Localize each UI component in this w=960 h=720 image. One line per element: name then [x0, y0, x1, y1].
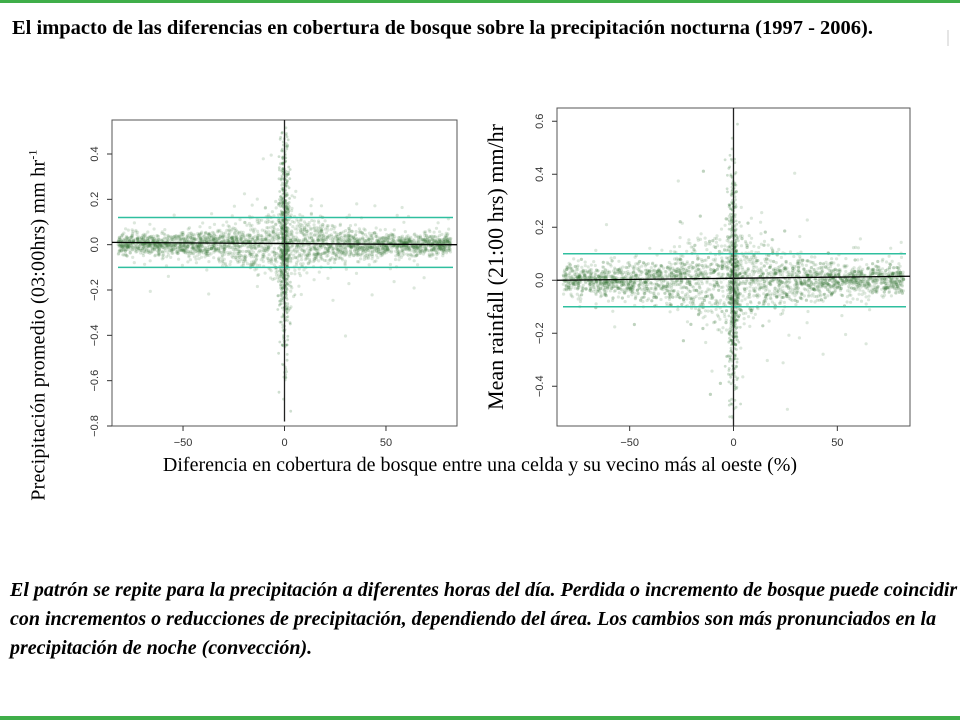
right-data-point [592, 260, 595, 263]
left-y-tick-label: −0.6 [89, 369, 101, 392]
right-data-point [681, 291, 684, 294]
right-data-point [760, 211, 763, 214]
right-data-point [767, 244, 770, 247]
right-data-point [822, 353, 825, 356]
right-data-point [576, 268, 579, 271]
right-data-point [770, 292, 773, 295]
left-x-tick-label: 0 [281, 437, 288, 449]
right-data-point [798, 255, 801, 258]
right-data-point [562, 293, 565, 296]
right-data-point [740, 206, 743, 209]
right-data-point [740, 244, 743, 247]
right-data-point [867, 295, 870, 298]
right-data-point [782, 361, 785, 364]
right-data-point [750, 250, 753, 253]
right-data-point [798, 235, 801, 238]
right-data-point [754, 313, 757, 316]
right-data-point [865, 295, 868, 298]
right-data-point [865, 263, 868, 266]
right-data-point [826, 294, 829, 297]
right-data-point [865, 342, 868, 345]
right-data-point [610, 257, 613, 260]
right-data-point [806, 218, 809, 221]
right-data-point [705, 323, 708, 326]
right-data-point [865, 302, 868, 305]
right-data-point [594, 249, 597, 252]
right-data-point [572, 257, 575, 260]
left-y-tick-label: 0.4 [89, 146, 101, 162]
left-y-tick-label: 0.0 [89, 237, 101, 253]
right-data-point [676, 308, 679, 311]
right-data-point [595, 302, 598, 305]
right-data-point [891, 260, 894, 263]
right-data-point [650, 266, 653, 269]
right-data-point [624, 266, 627, 269]
right-data-point [722, 295, 725, 298]
right-data-point [744, 298, 747, 301]
left-y-tick-label: −0.8 [89, 415, 101, 437]
right-data-point [601, 265, 604, 268]
right-data-point [803, 294, 806, 297]
left-y-tick-label: 0.2 [89, 191, 101, 207]
right-data-point [719, 299, 722, 302]
right-data-point [858, 293, 861, 296]
left-x-tick-label: −50 [173, 437, 193, 449]
right-data-point [888, 255, 891, 258]
right-data-point [705, 281, 708, 284]
right-data-point [723, 301, 726, 304]
right-data-point [740, 299, 743, 302]
right-data-point [743, 317, 746, 320]
right-data-point [846, 300, 849, 303]
right-data-point [844, 257, 847, 260]
right-data-point [851, 297, 854, 300]
right-data-point [830, 257, 833, 260]
right-data-point [613, 325, 616, 328]
right-data-point [858, 266, 861, 269]
right-data-point [708, 301, 711, 304]
right-data-point [768, 320, 771, 323]
right-data-point [569, 293, 572, 296]
right-data-point [582, 284, 585, 287]
right-data-point [748, 234, 751, 237]
right-data-point [624, 300, 627, 303]
right-data-point [757, 246, 760, 249]
right-data-point [900, 241, 903, 244]
right-data-point [743, 322, 746, 325]
right-data-point [699, 238, 702, 241]
right-data-point [860, 300, 863, 303]
slide-title: El impacto de las diferencias en cobertura de bosque sobre la precipitación nocturna (1997 - 2006). [12, 17, 873, 39]
right-data-point [885, 260, 888, 263]
left-y-tick-label: −0.4 [89, 324, 101, 347]
left-x-tick-label: 50 [379, 437, 393, 449]
right-data-point [628, 264, 631, 267]
right-data-point [723, 312, 726, 315]
right-data-point [794, 303, 797, 306]
right-data-point [587, 265, 590, 268]
right-data-point [611, 310, 614, 313]
right-data-point [745, 261, 748, 264]
left-y-tick-label: −0.2 [89, 279, 101, 301]
right-data-point [868, 308, 871, 311]
right-data-point [657, 292, 660, 295]
right-data-point [771, 238, 774, 241]
right-data-point [725, 328, 728, 331]
right-data-point [840, 314, 843, 317]
